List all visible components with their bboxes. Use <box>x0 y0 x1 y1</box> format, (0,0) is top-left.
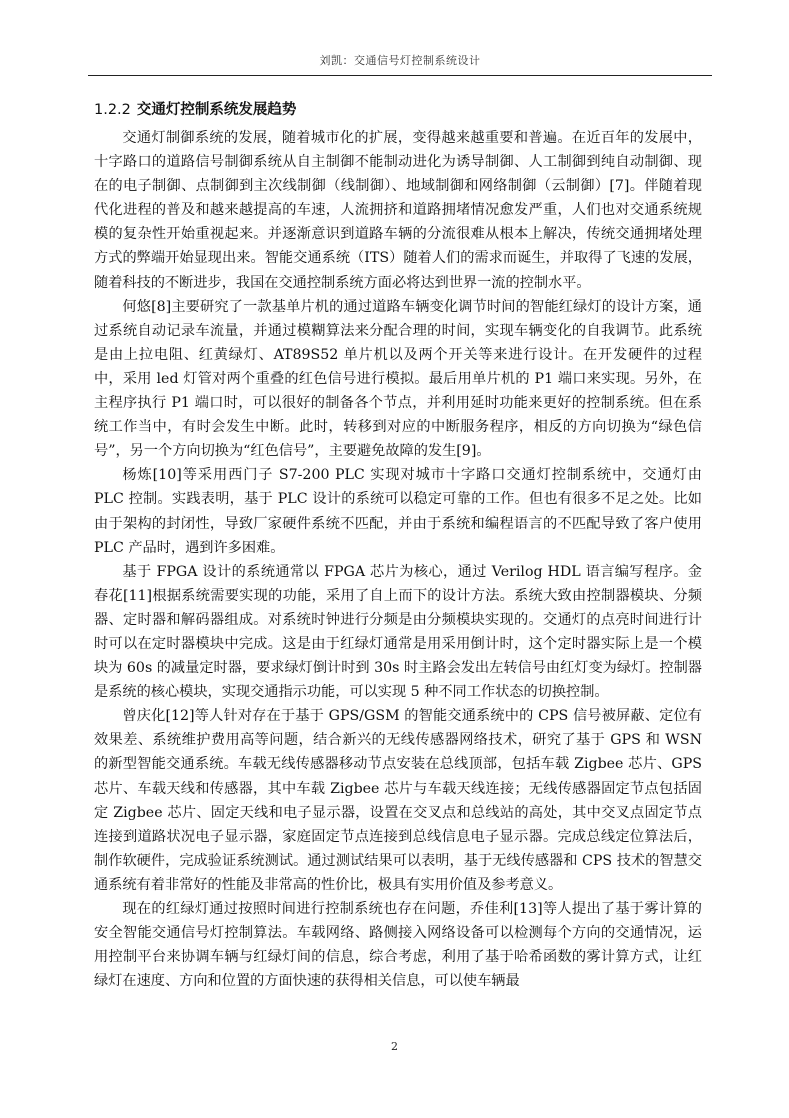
section-heading <box>94 98 702 122</box>
paragraph-3: 杨炼[10]等采用西门子 S7-200 PLC 实现对城市十字路口交通灯控制系统中，交通灯由 PLC 控制。实践表明，基于 PLC 设计的系统可以稳定可靠的工作。但也有很多不足之处。比如由于架构的封闭性，导致厂家硬件系统不匹配，并由于系统和编程语言的不匹配导致了客户使用 PLC 产品时，遇到许多困难。 <box>94 467 702 556</box>
paragraph-6: 现在的红绿灯通过按照时间进行控制系统也存在问题，乔佳利[13]等人提出了基于雾计算的安全智能交通信号灯控制算法。车载网络、路侧接入网络设备可以检测每个方向的交通情况，运用控制平台来协调车辆与红绿灯间的信息，综合考虑，利用了基于哈希函数的雾计算方式，让红绿灯在速度、方向和位置的方面快速的获得相关信息，可以使车辆最 <box>94 901 702 990</box>
section-title: 交通灯控制系统发展趋势 <box>136 102 297 118</box>
paragraph-4: 基于 FPGA 设计的系统通常以 FPGA 芯片为核心，通过 Verilog HDL 语言编写程序。金春花[11]根据系统需要实现的功能，采用了自上而下的设计方法。系统大致由控制器模块、分频器、定时器和解码器组成。对系统时钟进行分频是由分频模块实现的。交通灯的点亮时间进行计时可以在定时器模块中完成。这是由于红绿灯通常是用采用倒计时，这个定时器实际上是一个模块为 60s 的减量定时器，要求绿灯倒计时到 30s 时主路会发出左转信号由红灯变为绿灯。控制器是系统的核心模块，实现交通指示功能，可以实现 5 种不同工作状态的切换控制。 <box>94 563 702 701</box>
header-divider <box>88 75 712 76</box>
paragraph-2: 何悠[8]主要研究了一款基单片机的通过道路车辆变化调节时间的智能红绿灯的设计方案，通过系统自动记录车流量，并通过模糊算法来分配合理的时间，实现车辆变化的自我调节。此系统是由上拉电阻、红黄绿灯、AT89S52 单片机以及两个开关等来进行设计。在开发硬件的过程中，采用 led 灯管对两个重叠的红色信号进行模拟。最后用单片机的 P1 端口来实现。另外，在主程序执行 P1 端口时，可以很好的制备各个节点，并利用延时功能来更好的控制系统。但在系统工作当中，有时会发生中断。此时，转移到对应的中断服务程序，相反的方向切换为“绿色信号”，另一个方向切换为“红色信号”，主要避免故障的发生[9]。 <box>94 298 702 460</box>
paragraph-1: 交通灯制御系统的发展，随着城市化的扩展，变得越来越重要和普遍。在近百年的发展中，十字路口的道路信号制御系统从自主制御不能制动进化为诱导制御、人工制御到纯自动制御、现在的电子制御、点制御到主次线制御（线制御）、地域制御和网络制御（云制御）[7]。伴随着现代化进程的普及和越来越提高的车速，人流拥挤和道路拥堵情况愈发严重，人们也对交通系统规模的复杂性开始重视起来。并逐渐意识到道路车辆的分流很难从根本上解决，传统交通拥堵处理方式的弊端开始显现出来。智能交通系统（ITS）随着人们的需求而诞生，并取得了飞速的发展，随着科技的不断进步，我国在交通控制系统方面必将达到世界一流的控制水平。 <box>94 130 702 291</box>
section-number: 1.2.2 <box>94 102 131 118</box>
page-body <box>94 98 702 993</box>
running-header: 刘凯：交通信号灯控制系统设计 <box>319 54 481 67</box>
paragraph-5: 曾庆化[12]等人针对存在于基于 GPS/GSM 的智能交通系统中的 CPS 信号被屏蔽、定位有效果差、系统维护费用高等问题，结合新兴的无线传感器网络技术，研究了基于 GPS 和 WSN 的新型智能交通系统。车载无线传感器移动节点安装在总线顶部，包括车载 Zigbee 芯片、GPS 芯片、车载天线和传感器，其中车载 Zigbee 芯片与车载天线连接；无线传感器固定节点包括固定 Zigbee 芯片、固定天线和电子显示器，设置在交叉点和总线站的高处，其中交叉点固定节点连接到道路状况电子显示器，家庭固定节点连接到总线信息电子显示器。完成总线定位算法后，制作软硬件，完成验证系统测试。通过测试结果可以表明，基于无线传感器和 CPS 技术的智慧交通系统有着非常好的性能及非常高的性价比，极具有实用价值及参考意义。 <box>94 708 702 893</box>
page-number: 2 <box>391 1040 398 1053</box>
